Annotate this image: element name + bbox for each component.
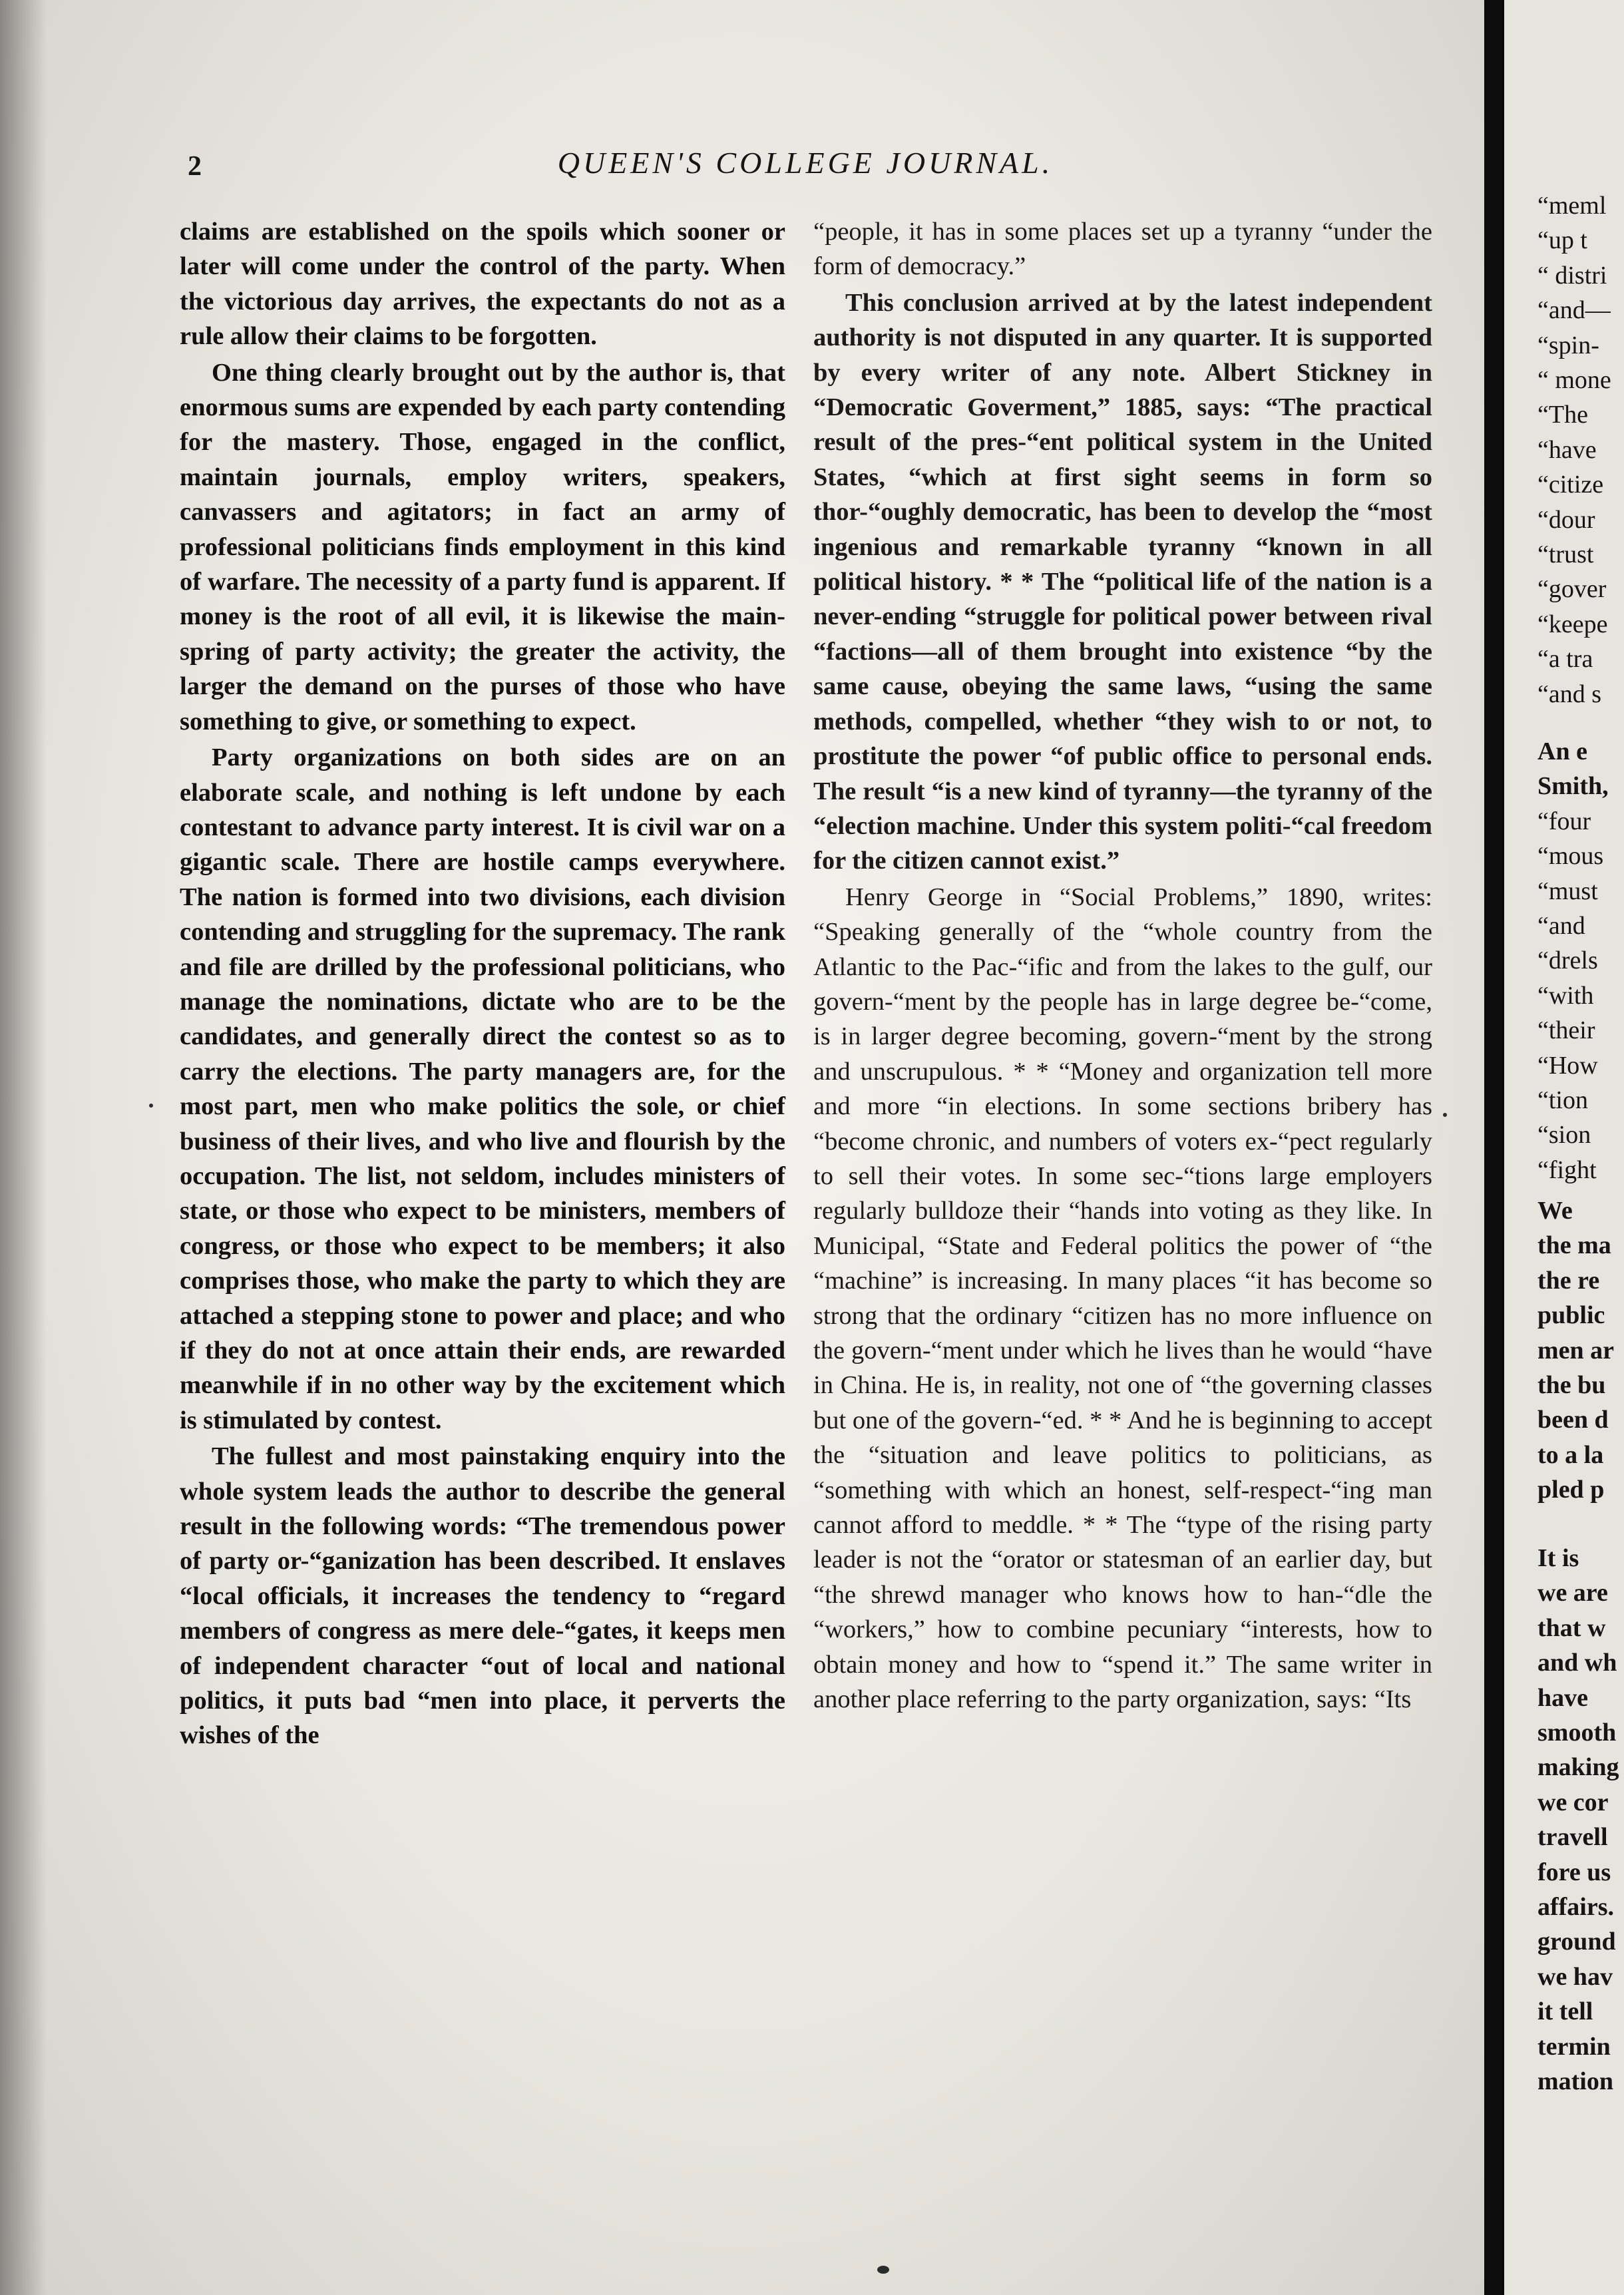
cut-off-line: “mous bbox=[1537, 842, 1604, 871]
ink-speck bbox=[1443, 1113, 1447, 1117]
cut-off-line: “sion bbox=[1537, 1121, 1591, 1149]
left-column bbox=[180, 214, 785, 1753]
adjacent-page-fragment bbox=[1504, 0, 1624, 2295]
cut-off-line: It is bbox=[1537, 1544, 1579, 1572]
page-number: 2 bbox=[188, 151, 202, 182]
binding-gutter bbox=[1484, 0, 1504, 2295]
cut-off-line: making bbox=[1537, 1753, 1619, 1782]
cut-off-line: that w bbox=[1537, 1613, 1606, 1642]
ink-speck bbox=[877, 2266, 889, 2274]
cut-off-line: “ mone bbox=[1537, 366, 1611, 394]
cut-off-line: been d bbox=[1537, 1406, 1609, 1434]
cut-off-line: “and s bbox=[1537, 680, 1602, 708]
cut-off-line: “drels bbox=[1537, 946, 1598, 975]
cut-off-line: to a la bbox=[1537, 1440, 1604, 1469]
cut-off-line: and wh bbox=[1537, 1649, 1617, 1677]
cut-off-line: we cor bbox=[1537, 1788, 1609, 1816]
cut-off-line: “meml bbox=[1537, 192, 1607, 220]
cut-off-line: the bu bbox=[1537, 1371, 1606, 1399]
cut-off-line: “their bbox=[1537, 1016, 1595, 1045]
paragraph: Henry George in “Social Problems,” 1890, writes: “Speaking generally of the “whole country from the Atlantic to the Pac-“ific and from the lakes to the gulf, our govern-“ment by the people has in large degree be-“come, is in larger degree becoming, govern-“ment by the strong and unscrupulous. * * “Money and organization tell more and more “in elections. In some sections bribery has “become chronic, and numbers of voters ex-“pect regularly to sell their votes. In some sec-“tions large employers regularly bulldoze their “hands into voting as they like. In Municipal, “State and Federal politics the power of “the “machine” is increasing. In many places “it has become so strong that the ordinary “citizen has no more influence on the govern-“ment under which he lives than he would “have in China. He is, in reality, not one of “the governing classes but one of the govern-“ed. * * And he is beginning to accept the “situation and leave politics to politicians, as “something with which an honest, self-respect-“ing man cannot afford to meddle. * * The “type of the rising party leader is not the “orator or statesman of an earlier day, but “the shrewd manager who knows how to han-“dle the “workers,” how to combine pecuniary “interests, how to obtain money and how to “spend it.” The same writer in another place referring to the party organization, says: “Its bbox=[813, 883, 1432, 1714]
paragraph: Party organizations on both sides are on an elaborate scale, and nothing is left undone by each contestant to advance party interest. It is civil war on a gigantic scale. There are hostile camps everywhere. The nation is formed into two divisions, each division contending and struggling for the supremacy. The rank and file are drilled by the professional politicians, who manage the nominations, dictate who are to be the candidates, and generally direct the contest so as to carry the elections. The party managers are, for the most part, men who make politics the sole, or chief business of their lives, and who live and flourish by the occupation. The list, not seldom, includes ministers of state, or those who expect to be ministers, members of congress, or those who expect to be members; it also comprises those, who make the party to which they are attached a stepping stone to power and place; and who if they do not at once attain their ends, are rewarded meanwhile if in no other way by the excitement which is stimulated by contest. bbox=[180, 743, 785, 1434]
cut-off-line: it tell bbox=[1537, 1997, 1593, 2026]
cut-off-line: “must bbox=[1537, 877, 1598, 905]
cut-off-line: affairs. bbox=[1537, 1893, 1615, 1921]
cut-off-line: “have bbox=[1537, 435, 1597, 464]
paragraph: “people, it has in some places set up a tyranny “under the form of democracy.” bbox=[813, 218, 1432, 281]
cut-off-line: public bbox=[1537, 1301, 1605, 1330]
running-head bbox=[173, 145, 1438, 192]
cut-off-line: ground bbox=[1537, 1928, 1616, 1956]
cut-off-line: “a tra bbox=[1537, 645, 1593, 674]
cut-off-line: men ar bbox=[1537, 1336, 1615, 1364]
cut-off-line: “How bbox=[1537, 1051, 1598, 1080]
cut-off-line: “keepe bbox=[1537, 610, 1608, 638]
paragraph: This conclusion arrived at by the latest independent authority is not disputed in any quarter. It is supported by every writer of any note. Albert Stickney in “Democratic Goverment,” 1885, says: “The practical result of the pres-“ent political system in the United States, “which at first sight seems in form so thor-“oughly democratic, has been to develop the “most ingenious and remarkable tyranny “known in all political history. * * The “political life of the nation is a never-ending “struggle for political power between rival “factions—all of them brought into existence “by the same cause, obeying the same laws, “using the same methods, compelled, whether “they wish to or not, to prostitute the power “of public office to personal ends. The result “is a new kind of tyranny—the tyranny of the “election machine. Under this system politi-“cal freedom for the citizen cannot exist.” bbox=[813, 288, 1432, 875]
page-edge-shadow bbox=[0, 0, 47, 2295]
cut-off-line: Smith, bbox=[1537, 772, 1609, 801]
cut-off-line: termin bbox=[1537, 2032, 1611, 2061]
cut-off-line: we are bbox=[1537, 1579, 1608, 1607]
cut-off-line: “dour bbox=[1537, 505, 1595, 534]
ink-speck bbox=[149, 1104, 153, 1108]
cut-off-line: have bbox=[1537, 1683, 1588, 1712]
cut-off-line: “trust bbox=[1537, 540, 1594, 568]
right-column bbox=[813, 214, 1432, 1717]
cut-off-line: “citize bbox=[1537, 471, 1604, 499]
cut-off-line: “The bbox=[1537, 401, 1588, 429]
cut-off-line: mation bbox=[1537, 2067, 1613, 2095]
paragraph: One thing clearly brought out by the author is, that enormous sums are expended by each party contending for the mastery. Those, engaged in the conflict, maintain journals, employ writers, speakers, canvassers and agitators; in fact an army of professional politicians finds employment in this kind of warfare. The necessity of a party fund is apparent. If money is the root of all evil, it is likewise the main-spring of party activity; the greater the activity, the larger the demand on the purses of those who have something to give, or something to expect. bbox=[180, 358, 785, 735]
cut-off-line: travell bbox=[1537, 1823, 1608, 1852]
cut-off-line: fore us bbox=[1537, 1858, 1611, 1886]
paragraph: The fullest and most painstaking enquiry into the whole system leads the author to describe the general result in the following words: “The tremendous power of party or-“ganization has been described. It enslaves “local officials, it increases the tendency to “regard members of congress as mere dele-“gates, it keeps men of independent character “out of local and national politics, it puts bad “men into place, it perverts the wishes of the bbox=[180, 1442, 785, 1750]
cut-off-line: We bbox=[1537, 1197, 1573, 1225]
cut-off-line: “up t bbox=[1537, 226, 1587, 255]
cut-off-line: “spin- bbox=[1537, 331, 1599, 359]
journal-title: QUEEN'S COLLEGE JOURNAL. bbox=[557, 146, 1054, 180]
cut-off-line: “tion bbox=[1537, 1086, 1588, 1114]
cut-off-line: “gover bbox=[1537, 575, 1607, 604]
cut-off-line: “and bbox=[1537, 912, 1585, 940]
cut-off-line: “with bbox=[1537, 981, 1594, 1010]
cut-off-line: “ distri bbox=[1537, 261, 1607, 290]
cut-off-line: “four bbox=[1537, 807, 1591, 835]
cut-off-line: “and— bbox=[1537, 296, 1611, 325]
cut-off-line: the ma bbox=[1537, 1231, 1611, 1260]
cut-off-line: “fight bbox=[1537, 1155, 1597, 1184]
cut-off-line: An e bbox=[1537, 737, 1587, 765]
cut-off-line: the re bbox=[1537, 1266, 1600, 1295]
cut-off-line: we hav bbox=[1537, 1962, 1613, 1991]
cut-off-line: pled p bbox=[1537, 1476, 1605, 1504]
paragraph: claims are established on the spoils which sooner or later will come under the control of the party. When the victorious day arrives, the expectants do not as a rule allow their claims to be forgotten. bbox=[180, 218, 785, 351]
cut-off-line: smooth bbox=[1537, 1719, 1617, 1747]
